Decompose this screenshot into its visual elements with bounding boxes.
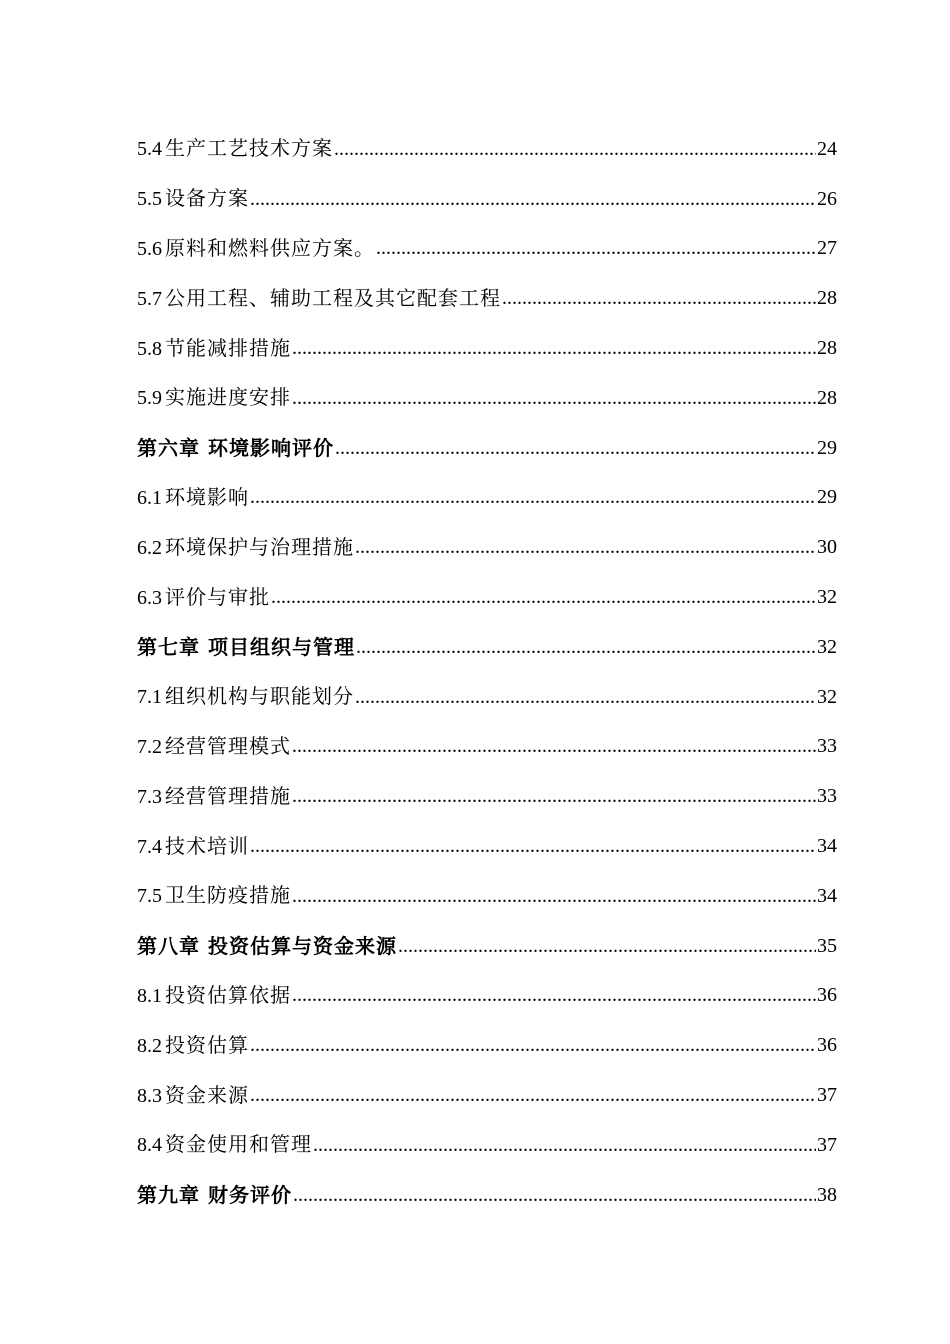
dot-leader (313, 1135, 816, 1155)
toc-entry-title (137, 1082, 249, 1107)
toc-entry-number: 5.8 (137, 337, 162, 360)
toc-page-number: 33 (817, 735, 837, 758)
toc-entry-number: 7.3 (137, 785, 162, 808)
toc-entry-text: 设备方案 (165, 186, 249, 211)
toc-entry-number: 5.9 (137, 387, 162, 410)
toc-entry-text: 投资估算依据 (165, 982, 291, 1007)
toc-page-number: 34 (817, 835, 837, 858)
toc-entry-text: 技术培训 (165, 833, 249, 858)
dot-leader (502, 288, 816, 308)
toc-entry-number: 6.1 (137, 486, 162, 509)
toc-entry-title (137, 584, 270, 609)
toc-entry-text: 第七章 项目组织与管理 (137, 634, 355, 659)
toc-entry-text: 第六章 环境影响评价 (137, 435, 334, 460)
toc-chapter-entry[interactable] (137, 921, 837, 971)
toc-section-entry[interactable] (137, 522, 837, 572)
toc-entry-title (137, 1134, 312, 1155)
toc-entry-title (137, 1032, 249, 1057)
toc-entry-text: 资金来源 (165, 1082, 249, 1107)
dot-leader (292, 786, 816, 806)
toc-entry-number: 6.3 (137, 586, 162, 609)
toc-entry-text: 卫生防疫措施 (165, 883, 291, 908)
toc-entry-title (137, 1182, 292, 1207)
toc-entry-title (137, 885, 291, 906)
toc-section-entry[interactable] (137, 672, 837, 722)
toc-entry-number: 7.1 (137, 686, 162, 709)
toc-entry-title (137, 783, 291, 808)
toc-entry-text: 评价与审批 (165, 584, 270, 609)
dot-leader (398, 936, 816, 956)
toc-entry-title (137, 435, 334, 460)
toc-entry-number: 8.4 (137, 1134, 162, 1157)
toc-page-number: 29 (817, 436, 837, 459)
toc-entry-number: 8.2 (137, 1034, 162, 1057)
dot-leader (271, 587, 816, 607)
toc-page-number: 36 (817, 984, 837, 1007)
toc-chapter-entry[interactable] (137, 423, 837, 473)
toc-entry-text: 原料和燃料供应方案。 (165, 235, 375, 260)
toc-page-number: 32 (817, 685, 837, 708)
toc-entry-title (137, 982, 291, 1007)
toc-page-number: 34 (817, 884, 837, 907)
toc-entry-number: 8.1 (137, 984, 162, 1007)
toc-entry-text: 公用工程、辅助工程及其它配套工程 (165, 285, 501, 310)
toc-entry-text: 经营管理模式 (165, 733, 291, 758)
toc-page-number: 32 (817, 586, 837, 609)
dot-leader (292, 388, 816, 408)
toc-entry-title (137, 138, 333, 159)
dot-leader (250, 189, 816, 209)
dot-leader (250, 1035, 816, 1055)
dot-leader (292, 985, 816, 1005)
toc-entry-text: 资金使用和管理 (165, 1132, 312, 1157)
toc-entry-text: 节能减排措施 (165, 335, 291, 360)
toc-section-entry[interactable] (137, 373, 837, 423)
toc-page-number: 38 (817, 1183, 837, 1206)
toc-section-entry[interactable] (137, 273, 837, 323)
toc-entry-number: 5.6 (137, 237, 162, 260)
toc-page-number: 35 (817, 934, 837, 957)
table-of-contents (137, 124, 837, 1220)
toc-entry-number: 6.2 (137, 536, 162, 559)
toc-page-number: 32 (817, 635, 837, 658)
toc-entry-title (137, 335, 291, 360)
dot-leader (376, 238, 816, 258)
dot-leader (334, 139, 816, 159)
toc-chapter-entry[interactable] (137, 1170, 837, 1220)
toc-entry-text: 第八章 投资估算与资金来源 (137, 933, 397, 958)
dot-leader (292, 886, 816, 906)
toc-page-number: 36 (817, 1034, 837, 1057)
toc-section-entry[interactable] (137, 174, 837, 224)
toc-entry-number: 7.5 (137, 885, 162, 908)
toc-section-entry[interactable] (137, 572, 837, 622)
dot-leader (355, 537, 816, 557)
toc-entry-title (137, 534, 354, 559)
toc-page-number: 29 (817, 486, 837, 509)
dot-leader (292, 736, 816, 756)
toc-entry-text: 生产工艺技术方案 (165, 136, 333, 161)
toc-section-entry[interactable] (137, 871, 837, 921)
toc-page-number: 28 (817, 287, 837, 310)
toc-page-number: 30 (817, 536, 837, 559)
toc-entry-text: 环境保护与治理措施 (165, 534, 354, 559)
toc-page-number: 24 (817, 137, 837, 160)
toc-entry-number: 7.2 (137, 735, 162, 758)
toc-page-number: 37 (817, 1084, 837, 1107)
toc-entry-title (137, 833, 249, 858)
toc-entry-number: 5.5 (137, 188, 162, 211)
toc-chapter-entry[interactable] (137, 622, 837, 672)
dot-leader (355, 687, 816, 707)
toc-entry-number: 7.4 (137, 835, 162, 858)
toc-entry-title (137, 387, 291, 408)
toc-entry-number: 5.4 (137, 138, 162, 161)
toc-entry-number: 5.7 (137, 287, 162, 310)
toc-entry-title (137, 933, 397, 958)
toc-entry-text: 投资估算 (165, 1032, 249, 1057)
toc-entry-title (137, 285, 501, 310)
toc-entry-text: 经营管理措施 (165, 783, 291, 808)
toc-section-entry[interactable] (137, 1020, 837, 1070)
toc-entry-title (137, 235, 375, 260)
toc-entry-text: 实施进度安排 (165, 385, 291, 410)
toc-section-entry[interactable] (137, 124, 837, 174)
toc-entry-title (137, 733, 291, 758)
toc-section-entry[interactable] (137, 971, 837, 1021)
dot-leader (293, 1185, 816, 1205)
toc-page-number: 26 (817, 187, 837, 210)
toc-section-entry[interactable] (137, 224, 837, 274)
toc-section-entry[interactable] (137, 323, 837, 373)
dot-leader (356, 637, 816, 657)
toc-page-number: 27 (817, 237, 837, 260)
toc-entry-title (137, 188, 249, 209)
toc-page-number: 33 (817, 785, 837, 808)
dot-leader (250, 487, 816, 507)
toc-entry-text: 第九章 财务评价 (137, 1182, 292, 1207)
toc-entry-text: 环境影响 (165, 484, 249, 509)
toc-page-number: 37 (817, 1133, 837, 1156)
toc-entry-title (137, 686, 354, 707)
dot-leader (250, 1085, 816, 1105)
toc-section-entry[interactable] (137, 771, 837, 821)
dot-leader (250, 836, 816, 856)
toc-entry-number: 8.3 (137, 1084, 162, 1107)
toc-section-entry[interactable] (137, 1070, 837, 1120)
toc-section-entry[interactable] (137, 821, 837, 871)
toc-section-entry[interactable] (137, 722, 837, 772)
toc-entry-title (137, 484, 249, 509)
toc-section-entry[interactable] (137, 473, 837, 523)
toc-entry-text: 组织机构与职能划分 (165, 684, 354, 709)
toc-page-number: 28 (817, 386, 837, 409)
toc-page-number: 28 (817, 337, 837, 360)
dot-leader (292, 338, 816, 358)
toc-entry-title (137, 634, 355, 659)
dot-leader (335, 438, 816, 458)
toc-section-entry[interactable] (137, 1120, 837, 1170)
